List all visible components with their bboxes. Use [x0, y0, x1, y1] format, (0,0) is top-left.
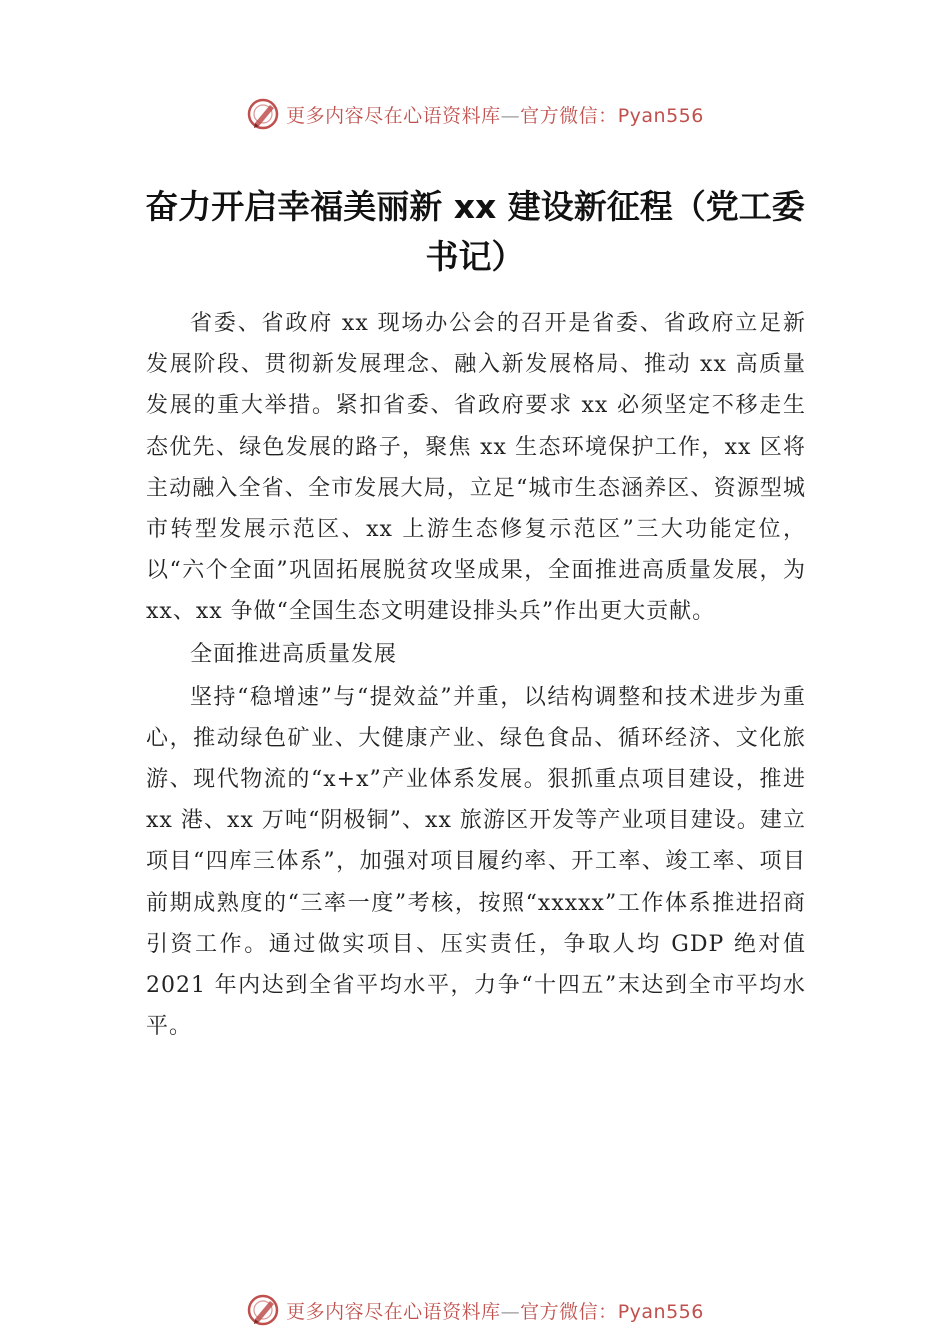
banner-text [286, 1297, 704, 1324]
header-banner [0, 94, 950, 134]
banner-label: 官方微信： [520, 104, 618, 127]
banner-label: 官方微信： [520, 1300, 618, 1323]
banner-text [286, 101, 704, 128]
body-paragraph: 省委、省政府 xx 现场办公会的召开是省委、省政府立足新发展阶段、贯彻新发展理念、融入新发展格局、推动 xx 高质量发展的重大举措。紧扣省委、省政府要求 xx 必须坚定不移走生态优先、绿色发展的路子，聚焦 xx 生态环境保护工作，xx 区将主动融入全省、全市发展大局，立足“城市生态涵养区、资源型城市转型发展示范区、xx 上游生态修复示范区”三大功能定位，以“六个全面”巩固拓展脱贫攻坚成果，全面推进高质量发展，为 xx、xx 争做“全国生态文明建设排头兵”作出更大贡献。 [146, 311, 806, 625]
banner-main-text: 更多内容尽在心语资料库 [286, 104, 501, 127]
footer-banner [0, 1290, 950, 1330]
document-title: 奋力开启幸福美丽新 xx 建设新征程（党工委书记） [145, 187, 805, 276]
banner-handle: Pyan556 [617, 104, 704, 127]
banner-handle: Pyan556 [617, 1300, 704, 1323]
banner-separator: — [500, 104, 521, 127]
body-paragraph: 坚持“稳增速”与“提效益”并重，以结构调整和技术进步为重心，推动绿色矿业、大健康产业、绿色食品、循环经济、文化旅游、现代物流的“x+x”产业体系发展。狠抓重点项目建设，推进 xx 港、xx 万吨“阴极铜”、xx 旅游区开发等产业项目建设。建立项目“四库三体系”，加强对项目履约率、开工率、竣工率、项目前期成熟度的“三率一度”考核，按照“xxxxx”工作体系推进招商引资工作。通过做实项目、压实责任，争取人均 GDP 绝对值 2021 年内达到全省平均水平，力争“十四五”末达到全市平均水平。 [146, 684, 806, 1040]
pen-logo-icon [246, 1293, 280, 1327]
document-body [146, 303, 806, 1047]
pen-logo-icon [246, 97, 280, 131]
banner-separator: — [500, 1300, 521, 1323]
section-heading: 全面推进高质量发展 [190, 641, 398, 667]
banner-main-text: 更多内容尽在心语资料库 [286, 1300, 501, 1323]
